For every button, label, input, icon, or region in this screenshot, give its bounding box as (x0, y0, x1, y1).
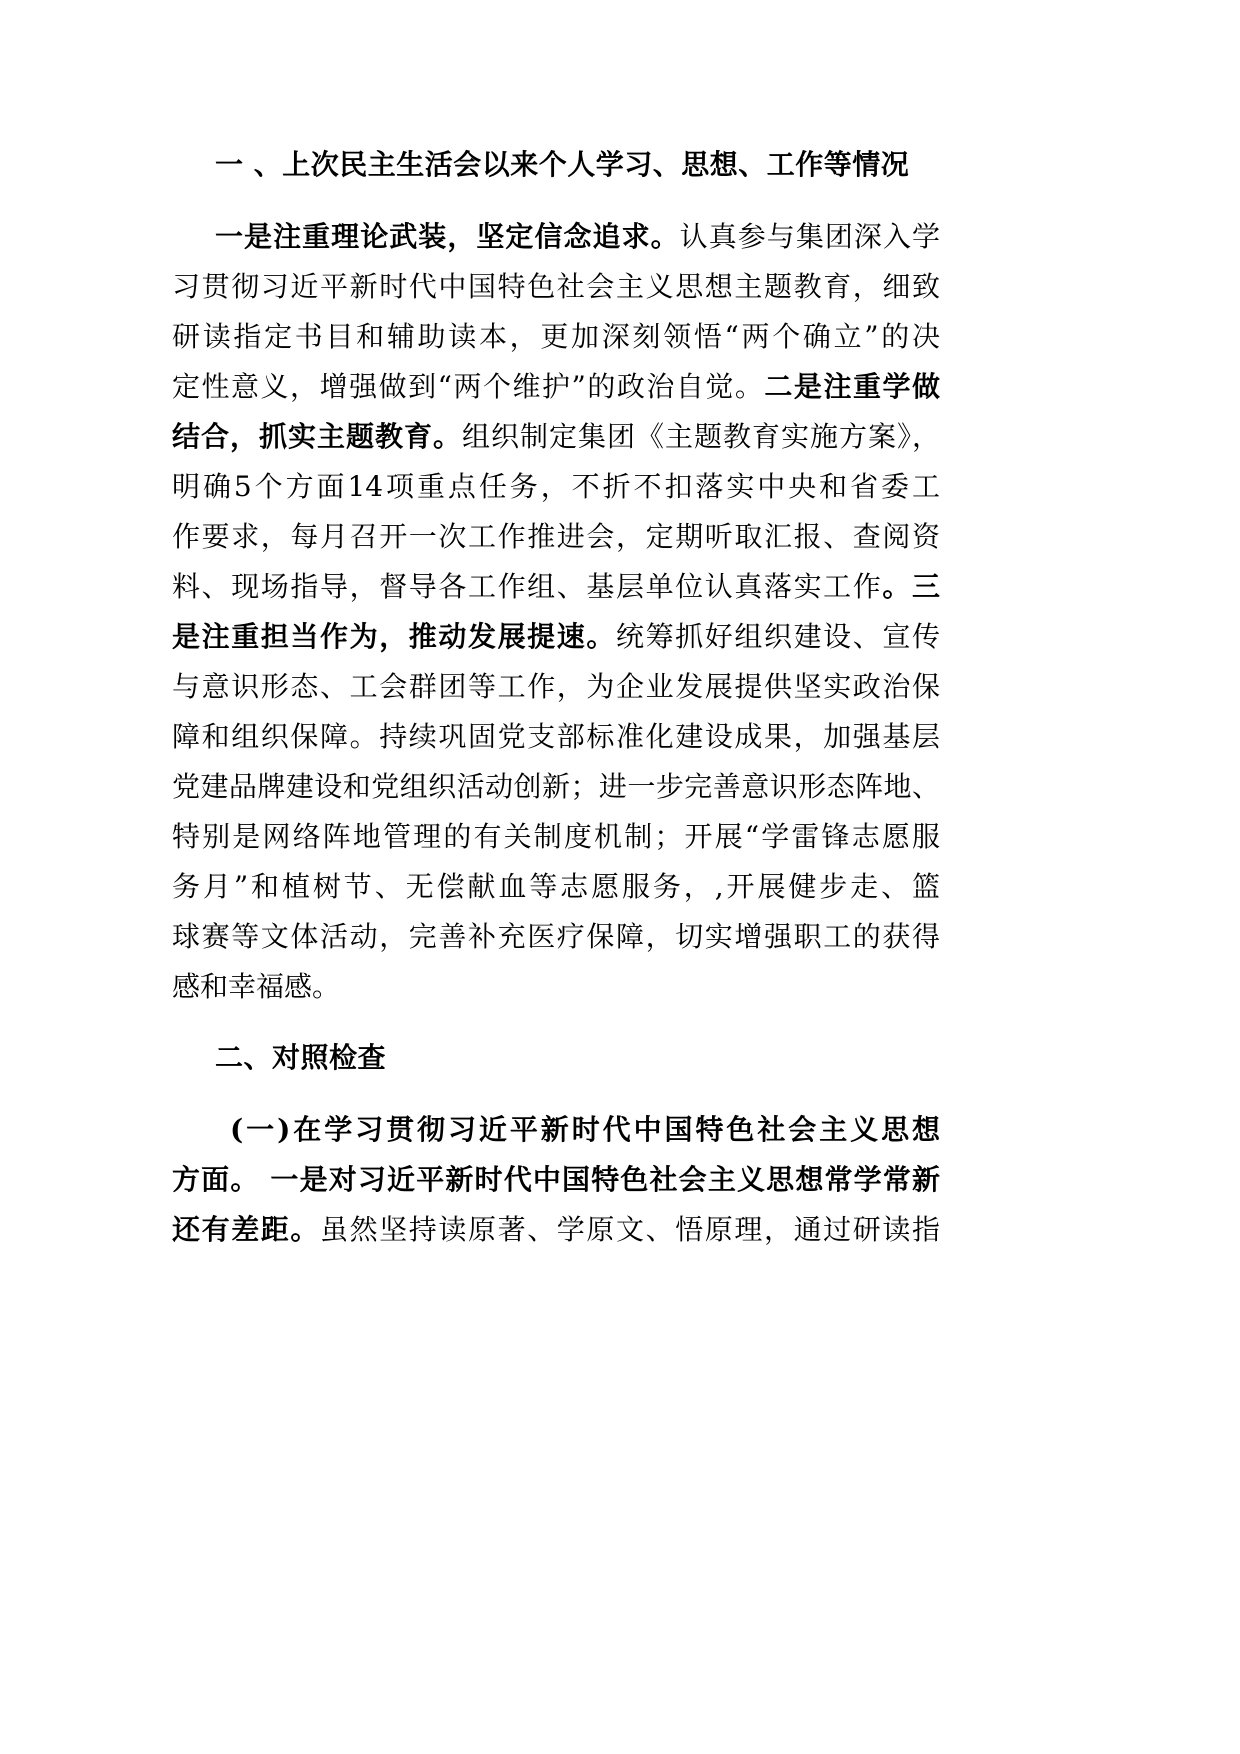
body-text: 习贯彻习近平新时代中国特色社会主义思想主题教育，细致 (172, 270, 940, 303)
paragraph-2 (172, 1105, 940, 1255)
paragraph-line (172, 1105, 940, 1155)
body-text: 认真参与集团深入学 (679, 220, 940, 253)
paragraph-line (172, 662, 940, 712)
bold-text: 。三 (882, 570, 940, 603)
paragraph-line (172, 762, 940, 812)
body-text: 与意识形态、工会群团等工作，为企业发展提供坚实政治保 (172, 670, 940, 703)
body-text: 党建品牌建设和党组织活动创新；进一步完善意识形态阵地、 (172, 770, 940, 803)
bold-text: 方面。 一是对习近平新时代中国特色社会主义思想常学常新 (172, 1163, 940, 1196)
body-text: 定性意义，增强做到“两个维护”的政治自觉。 (172, 370, 765, 403)
bold-text: 结合，抓实主题教育。 (172, 420, 462, 453)
paragraph-line (172, 312, 940, 362)
bold-text: 还有差距。 (172, 1213, 320, 1246)
paragraph-line (172, 562, 940, 612)
paragraph-line (172, 512, 940, 562)
body-text: 务月”和植树节、无偿献血等志愿服务，,开展健步走、篮 (172, 870, 940, 903)
bold-text: 一是注重理论武装，坚定信念追求。 (215, 220, 680, 253)
paragraph-line (172, 262, 940, 312)
paragraph-line (172, 1155, 940, 1205)
document-body (172, 140, 940, 1255)
paragraph-line (172, 1205, 940, 1255)
body-text: 感和幸福感。 (172, 970, 341, 1003)
paragraph-line (172, 212, 940, 262)
body-text: 统筹抓好组织建设、宣传 (615, 620, 940, 653)
body-text: 研读指定书目和辅助读本，更加深刻领悟“两个确立”的决 (172, 320, 940, 353)
section-heading-2: 二、对照检查 (215, 1041, 387, 1074)
paragraph-line (172, 612, 940, 662)
body-text: 特别是网络阵地管理的有关制度机制；开展“学雷锋志愿服 (172, 820, 940, 853)
body-text: 料、现场指导，督导各工作组、基层单位认真落实工作 (172, 570, 883, 603)
paragraph-line (172, 712, 940, 762)
paragraph-line (172, 412, 940, 462)
bold-text: (一)在学习贯彻习近平新时代中国特色社会主义思想 (230, 1113, 940, 1146)
body-text: 虽然坚持读原著、学原文、悟原理，通过研读指 (320, 1213, 940, 1246)
paragraph-1 (172, 212, 940, 1012)
paragraph-line (172, 812, 940, 862)
paragraph-line (172, 462, 940, 512)
paragraph-line (172, 962, 940, 1012)
body-text: 组织制定集团《主题教育实施方案》， (462, 420, 940, 453)
paragraph-line (172, 912, 940, 962)
bold-text: 是注重担当作为，推动发展提速。 (172, 620, 616, 653)
paragraph-line (172, 362, 940, 412)
paragraph-line (172, 862, 940, 912)
body-text: 球赛等文体活动，完善补充医疗保障，切实增强职工的获得 (172, 920, 940, 953)
body-text: 明确5个方面14项重点任务，不折不扣落实中央和省委工 (172, 470, 940, 503)
bold-text: 二是注重学做 (764, 370, 940, 403)
body-text: 障和组织保障。持续巩固党支部标准化建设成果，加强基层 (172, 720, 940, 753)
body-text: 作要求，每月召开一次工作推进会，定期听取汇报、查阅资 (172, 520, 940, 553)
section-heading-1: 一 、上次民主生活会以来个人学习、思想、工作等情况 (215, 148, 910, 181)
